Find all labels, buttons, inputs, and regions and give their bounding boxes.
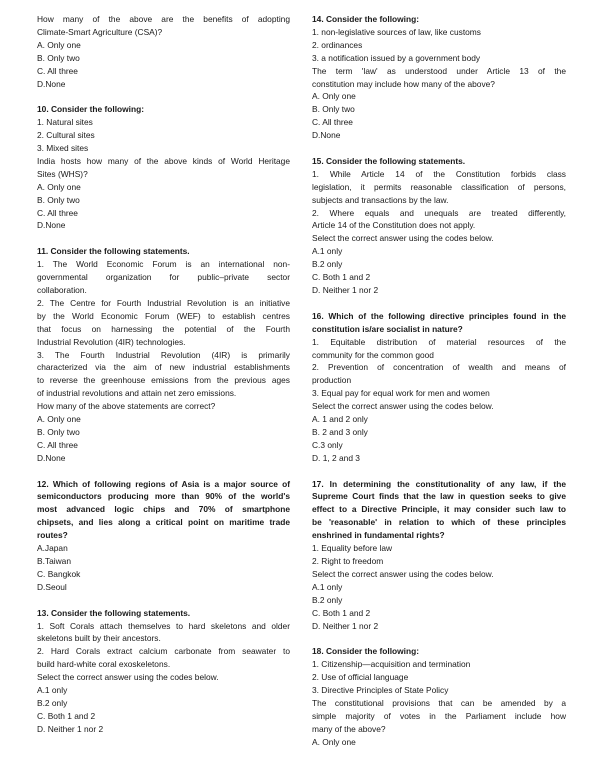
left-text-line: A. Only one — [37, 39, 81, 50]
right-text-line: The term 'law' as understood under Article 13 of the — [312, 65, 566, 76]
right-text-line: 1. While Article 14 of the Constitution forbids class — [312, 168, 566, 179]
right-text-line: C. Both 1 and 2 — [312, 272, 371, 283]
left-text-line: B.2 only — [37, 697, 68, 708]
right-text-line: C. Both 1 and 2 — [312, 607, 371, 618]
right-text-line: A.1 only — [312, 581, 343, 592]
left-question-heading: routes? — [37, 530, 68, 541]
left-text-line: C. All three — [37, 439, 78, 450]
left-column — [37, 13, 290, 776]
right-question-heading: 15. Consider the following statements. — [312, 155, 466, 166]
paragraph-gap — [312, 297, 566, 310]
right-question-heading: enshrined in fundamental rights? — [312, 530, 445, 541]
right-text-line: simple majority of votes in the Parliament include how — [312, 710, 566, 721]
left-text-line: Select the correct answer using the codes below. — [37, 672, 219, 683]
left-question-heading: most advanced logic chips and 70% of smartphone — [37, 504, 290, 515]
left-text-line: 2. The Centre for Fourth Industrial Revolution is an initiative — [37, 297, 290, 308]
left-text-line: A.Japan — [37, 543, 68, 554]
paragraph-gap — [37, 465, 290, 478]
paragraph-gap — [312, 465, 566, 478]
right-text-line: The constitutional provisions that can be amended by a — [312, 697, 566, 708]
right-text-line: 2. ordinances — [312, 39, 363, 50]
right-text-line: production — [312, 375, 352, 386]
right-text-line: Select the correct answer using the codes below. — [312, 568, 494, 579]
left-text-line: 1. Soft Corals attach themselves to hard skeletons and older — [37, 620, 290, 631]
left-text-line: Climate-Smart Agriculture (CSA)? — [37, 26, 163, 37]
right-text-line: 1. Citizenship—acquisition and termination — [312, 659, 471, 670]
right-text-line: 2. Use of official language — [312, 672, 409, 683]
left-text-line: 1. Natural sites — [37, 117, 93, 128]
left-text-line: B.Taiwan — [37, 556, 71, 567]
left-text-line: How many of the above are the benefits of adopting — [37, 14, 290, 24]
left-text-line: 3. Mixed sites — [37, 143, 89, 154]
right-text-line: Select the correct answer using the codes below. — [312, 401, 494, 412]
left-text-line: 3. The Fourth Industrial Revolution (4IR) is primarily — [37, 349, 290, 360]
right-text-line: 3. Directive Principles of State Policy — [312, 685, 449, 696]
left-question-heading: chipsets, and lies along a critical point on maritime trade — [37, 517, 290, 528]
right-text-line: D. Neither 1 nor 2 — [312, 620, 379, 631]
left-text-line: D.None — [37, 220, 66, 231]
left-text-line: C. All three — [37, 65, 78, 76]
left-text-line: A.1 only — [37, 685, 68, 696]
left-text-line: B. Only two — [37, 426, 80, 437]
left-text-line: by the World Economic Forum (WEF) to establish centres — [37, 310, 290, 321]
right-text-line: C. All three — [312, 117, 353, 128]
left-text-line: D.Seoul — [37, 581, 67, 592]
left-question-heading: 11. Consider the following statements. — [37, 246, 190, 257]
paragraph-gap — [37, 90, 290, 103]
left-text-line: D.None — [37, 78, 66, 89]
right-text-line: B.2 only — [312, 594, 343, 605]
left-text-line: C. Bangkok — [37, 568, 81, 579]
right-question-heading: Supreme Court finds that the law in question seeks to give — [312, 491, 566, 502]
right-question-heading: 18. Consider the following: — [312, 646, 420, 657]
right-text-line: B. 2 and 3 only — [312, 426, 368, 437]
right-text-line: A. Only one — [312, 736, 356, 747]
right-question-heading: 14. Consider the following: — [312, 14, 420, 24]
left-text-line: D. Neither 1 nor 2 — [37, 723, 104, 734]
paragraph-gap — [312, 632, 566, 645]
left-text-line: governmental organization for public–private sector — [37, 272, 290, 283]
left-text-line: build hard-white coral exoskeletons. — [37, 659, 171, 670]
left-question-heading: 10. Consider the following: — [37, 104, 145, 115]
left-text-line: of industrial revolutions and attain net zero emissions. — [37, 388, 237, 399]
left-question-heading: 13. Consider the following statements. — [37, 607, 191, 618]
left-question-heading: semiconductors producing more than 90% of the world's — [37, 491, 290, 502]
right-text-line: subjects and transactions by the law. — [312, 194, 449, 205]
left-text-line: 1. The World Economic Forum is an international non- — [37, 259, 290, 270]
left-text-line: India hosts how many of the above kinds of World Heritage — [37, 155, 290, 166]
right-question-heading: be 'reasonable' in relation to which of these principles — [312, 517, 566, 528]
left-text-line: A. Only one — [37, 181, 81, 192]
right-text-line: C.3 only — [312, 439, 343, 450]
left-text-line: Industrial Revolution (4IR) technologies. — [37, 336, 186, 347]
right-text-line: A. Only one — [312, 91, 356, 102]
left-text-line: that focus on harnessing the potential of the Fourth — [37, 323, 290, 334]
left-text-line: to reverse the greenhouse emissions from the previous ages — [37, 375, 290, 386]
left-text-line: skeletons built by their ancestors. — [37, 633, 161, 644]
right-text-line: 1. Equitable distribution of material resources of the — [312, 336, 566, 347]
right-text-line: D. Neither 1 nor 2 — [312, 285, 379, 296]
left-question-heading: 12. Which of following regions of Asia is a major source of — [37, 478, 290, 489]
left-text-line: C. All three — [37, 207, 78, 218]
right-text-line: A. 1 and 2 only — [312, 414, 368, 425]
right-text-line: constitution may include how many of the above? — [312, 78, 495, 89]
right-text-line: Article 14 of the Constitution does not apply. — [312, 220, 476, 231]
right-text-line: legislation, it permits reasonable classification of persons, — [312, 181, 566, 192]
right-question-heading: constitution is/are socialist in nature? — [312, 323, 463, 334]
right-text-line: 2. Where equals and unequals are treated differently, — [312, 207, 566, 218]
right-text-line: 1. Equality before law — [312, 543, 393, 554]
left-text-line: characterized via the aim of new industrial establishments — [37, 362, 290, 373]
right-column — [312, 13, 566, 776]
right-text-line: B.2 only — [312, 259, 343, 270]
right-text-line: B. Only two — [312, 104, 355, 115]
right-text-line: community for the common good — [312, 349, 434, 360]
left-text-line: A. Only one — [37, 414, 81, 425]
right-question-heading: 16. Which of the following directive principles found in the — [312, 310, 566, 321]
right-text-line: 2. Right to freedom — [312, 556, 384, 567]
right-text-line: 1. non-legislative sources of law, like customs — [312, 26, 481, 37]
left-text-line: Sites (WHS)? — [37, 168, 88, 179]
left-text-line: B. Only two — [37, 194, 80, 205]
left-text-line: C. Both 1 and 2 — [37, 710, 96, 721]
right-question-heading: effect to a Directive Principle, it may consider such law to — [312, 504, 566, 515]
paragraph-gap — [37, 232, 290, 245]
right-text-line: 3. Equal pay for equal work for men and women — [312, 388, 490, 399]
left-text-line: How many of the above statements are correct? — [37, 401, 216, 412]
paragraph-gap — [312, 142, 566, 155]
left-text-line: D.None — [37, 452, 66, 463]
right-text-line: Select the correct answer using the codes below. — [312, 233, 494, 244]
right-text-line: 2. Prevention of concentration of wealth and means of — [312, 362, 566, 373]
paragraph-gap — [37, 594, 290, 607]
left-text-line: B. Only two — [37, 52, 80, 63]
right-text-line: many of the above? — [312, 723, 386, 734]
right-text-line: D.None — [312, 130, 341, 141]
left-text-line: 2. Cultural sites — [37, 130, 95, 141]
right-text-line: A.1 only — [312, 246, 343, 257]
left-text-line: collaboration. — [37, 285, 87, 295]
right-text-line: D. 1, 2 and 3 — [312, 452, 360, 463]
right-text-line: 3. a notification issued by a government body — [312, 52, 481, 63]
right-question-heading: 17. In determining the constitutionality of any law, if the — [312, 478, 566, 489]
left-text-line: 2. Hard Corals extract calcium carbonate from seawater to — [37, 646, 290, 657]
